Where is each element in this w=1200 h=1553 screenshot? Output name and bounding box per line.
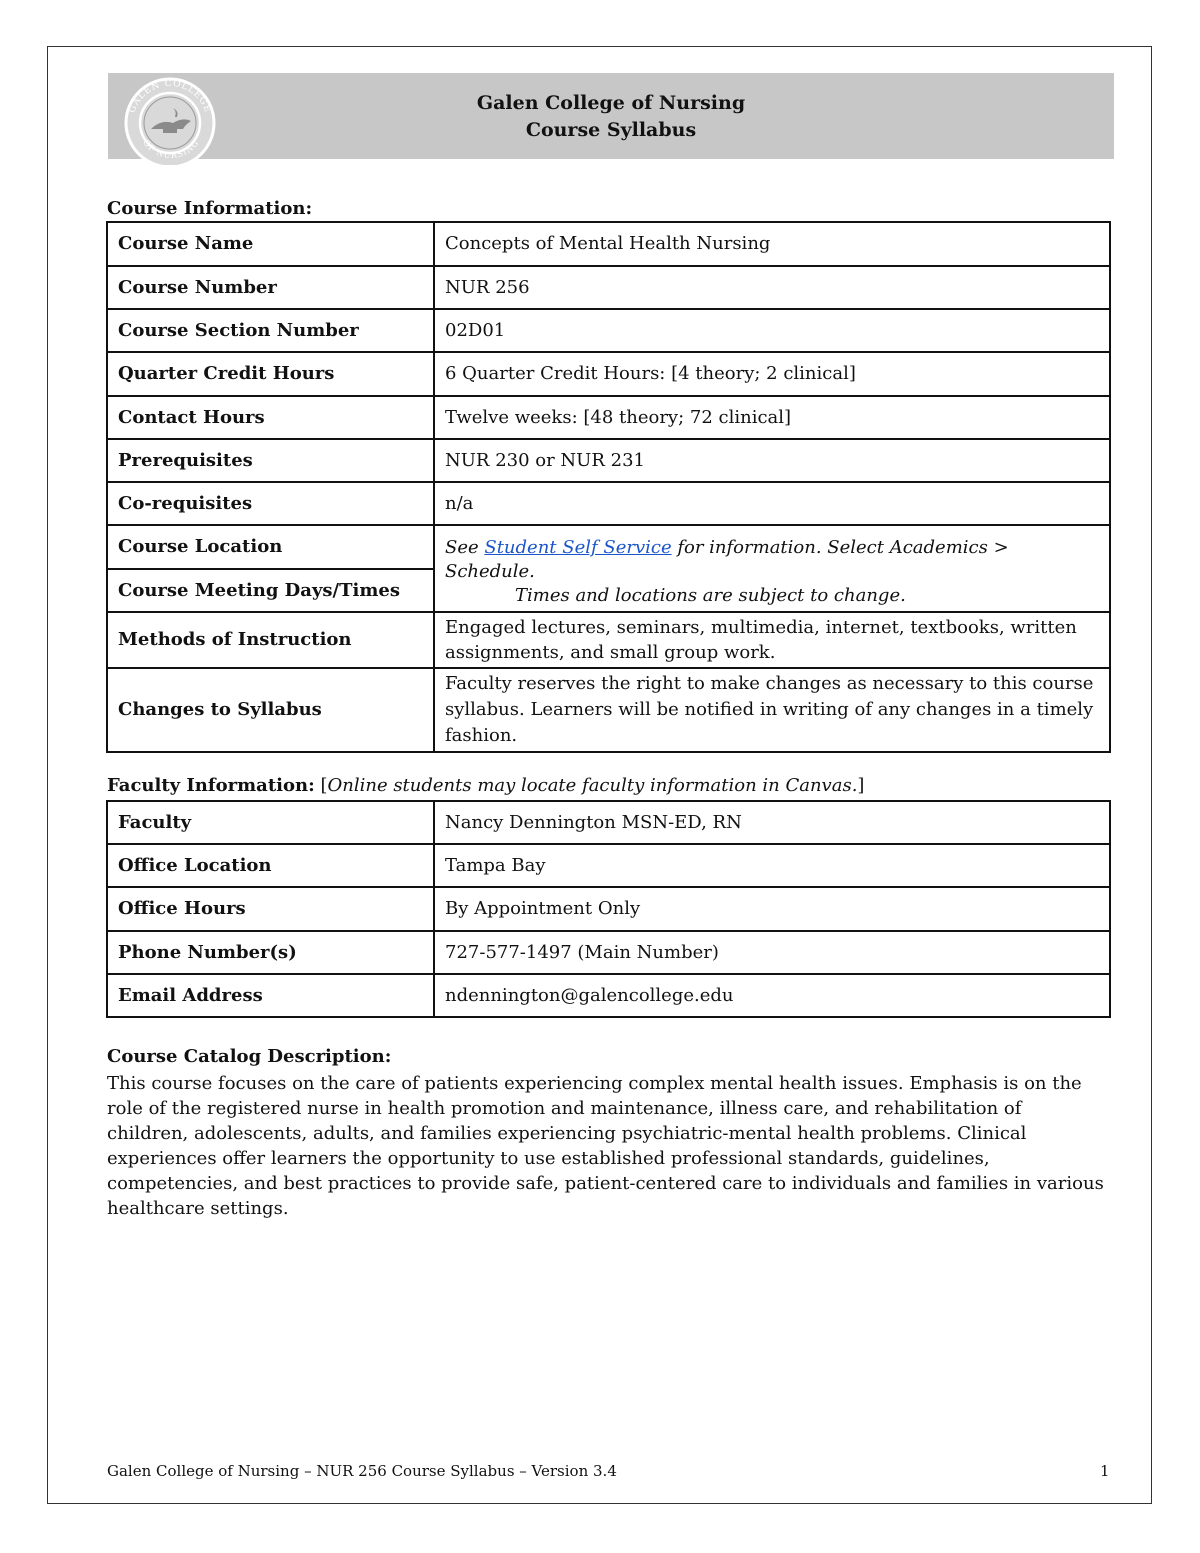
row-value: NUR 230 or NUR 231 [434,439,1110,482]
row-key: Faculty [107,801,434,844]
table-row [107,844,1110,887]
row-key: Email Address [107,974,434,1017]
row-value: Twelve weeks: [48 theory; 72 clinical] [434,396,1110,439]
table-row [107,352,1110,396]
catalog-description-body: This course focuses on the care of patients experiencing complex mental health issues. Emphasis is on the role of the registered nurse in health promotion and maintenance, illness care, and rehabilitation of children, adolescents, adults, and families experiencing psychiatric-mental health problems. Clinical experiences offer learners the opportunity to use established professional standards, guidelines, competencies, and best practices to provide safe, patient-centered care to individuals and families in various healthcare settings. [107,1073,1104,1219]
table-row [107,525,1110,569]
row-key: Co-requisites [107,482,434,525]
row-key: Contact Hours [107,396,434,439]
table-row [107,309,1110,352]
row-value: 6 Quarter Credit Hours: [4 theory; 2 clinical] [434,352,1110,396]
row-value: 727-577-1497 (Main Number) [434,931,1110,974]
row-key: Course Number [107,266,434,309]
catalog-description-label: Course Catalog Description: [107,1046,392,1067]
faculty-info-table [106,800,1111,1018]
document-title [108,90,1114,144]
table-row [107,887,1110,931]
logo-text-bottom: OF NURSING [141,138,201,161]
row-value: By Appointment Only [434,887,1110,931]
row-value: Tampa Bay [434,844,1110,887]
table-row [107,222,1110,266]
page-number: 1 [1100,1462,1110,1480]
faculty-info-label [107,775,864,796]
row-key: Office Hours [107,887,434,931]
faculty-info-note: Online students may locate faculty information in Canvas. [327,775,858,796]
row-key: Course Meeting Days/Times [107,569,434,612]
table-row [107,668,1110,752]
table-row [107,266,1110,309]
row-value: NUR 256 [434,266,1110,309]
title-college: Galen College of Nursing [476,92,746,114]
row-value: n/a [434,482,1110,525]
row-key: Changes to Syllabus [107,668,434,752]
footer-text: Galen College of Nursing – NUR 256 Course Syllabus – Version 3.4 [107,1462,617,1480]
row-key: Phone Number(s) [107,931,434,974]
email-value: ndennington@galencollege.edu [434,974,1110,1017]
row-key: Methods of Instruction [107,612,434,668]
logo-text-top: GALEN COLLEGE [127,78,213,115]
row-value: 02D01 [434,309,1110,352]
faculty-info-heading: Faculty Information: [107,775,315,796]
row-value: Engaged lectures, seminars, multimedia, internet, textbooks, written assignments, and small group work. [434,612,1110,668]
bracket-open: [ [314,775,328,796]
row-key: Course Location [107,525,434,569]
table-row [107,439,1110,482]
table-row [107,396,1110,439]
row-value: Faculty reserves the right to make changes as necessary to this course syllabus. Learners will be notified in writing of any changes in a timely fashion. [434,668,1110,752]
location-note-line2: Times and locations are subject to change. [515,585,906,606]
course-info-label: Course Information: [107,198,313,219]
table-row [107,974,1110,1017]
bracket-close: ] [857,775,865,796]
student-self-service-link[interactable]: Student Self Service [484,537,672,558]
row-value: Concepts of Mental Health Nursing [434,222,1110,266]
table-row [107,801,1110,844]
row-key: Course Section Number [107,309,434,352]
location-note-cell [434,525,1110,612]
row-key: Office Location [107,844,434,887]
row-value: Nancy Dennington MSN-ED, RN [434,801,1110,844]
table-row [107,482,1110,525]
course-info-table [106,221,1111,753]
location-note-suffix: for information. Select Academics > Schedule. [445,537,1009,582]
table-row [107,931,1110,974]
row-key: Course Name [107,222,434,266]
table-row [107,612,1110,668]
row-key: Prerequisites [107,439,434,482]
row-key: Quarter Credit Hours [107,352,434,396]
location-note-prefix: See [445,537,485,558]
title-syllabus: Course Syllabus [525,119,697,141]
